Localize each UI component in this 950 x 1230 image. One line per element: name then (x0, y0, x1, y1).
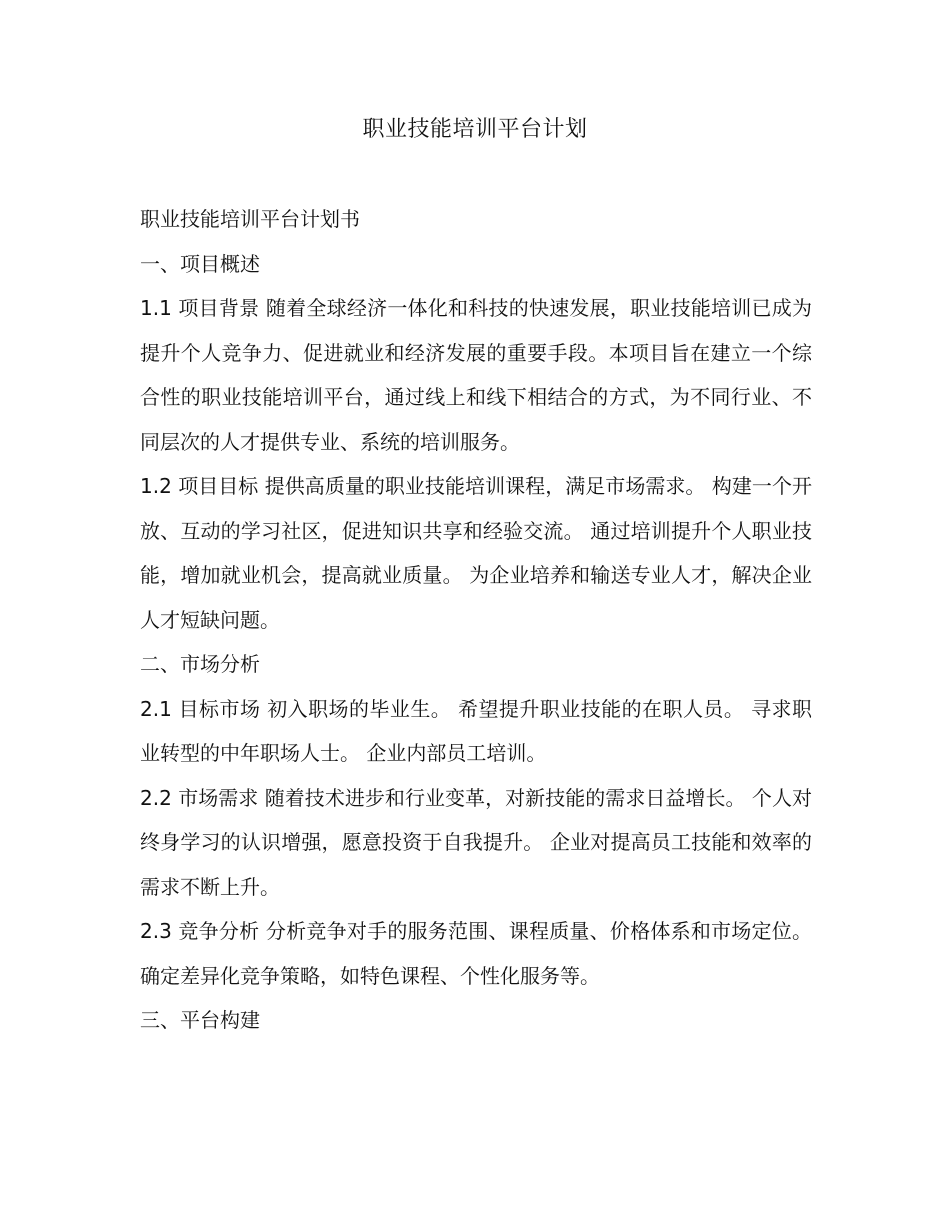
section-heading-platform-build: 三、平台构建 (140, 1008, 260, 1032)
paragraph-2-3-competition: 2.3 竞争分析 分析竞争对手的服务范围、课程质量、价格体系和市场定位。 确定差异化竞争策略，如特色课程、个性化服务等。 (140, 919, 812, 988)
document-title: 职业技能培训平台计划 (362, 117, 588, 142)
paragraph-1-2-goals: 1.2 项目目标 提供高质量的职业技能培训课程，满足市场需求。 构建一个开放、互动的学习社区，促进知识共享和经验交流。 通过培训提升个人职业技能，增加就业机会，提高就业质量。 为企业培养和输送专业人才，解决企业人才短缺问题。 (140, 474, 812, 632)
paragraph-2-1-target-market: 2.1 目标市场 初入职场的毕业生。 希望提升职业技能的在职人员。 寻求职业转型的中年职场人士。 企业内部员工培训。 (140, 696, 812, 765)
document-subtitle: 职业技能培训平台计划书 (140, 207, 360, 231)
section-heading-overview: 一、项目概述 (140, 251, 260, 276)
document-body (140, 197, 812, 1043)
section-heading-market-analysis: 二、市场分析 (140, 652, 260, 676)
paragraph-2-2-market-demand: 2.2 市场需求 随着技术进步和行业变革，对新技能的需求日益增长。 个人对终身学习的认识增强，愿意投资于自我提升。 企业对提高员工技能和效率的需求不断上升。 (140, 785, 812, 899)
paragraph-1-1-background: 1.1 项目背景 随着全球经济一体化和科技的快速发展，职业技能培训已成为提升个人竞争力、促进就业和经济发展的重要手段。本项目旨在建立一个综合性的职业技能培训平台，通过线上和线下相结合的方式，为不同行业、不同层次的人才提供专业、系统的培训服务。 (140, 296, 812, 454)
